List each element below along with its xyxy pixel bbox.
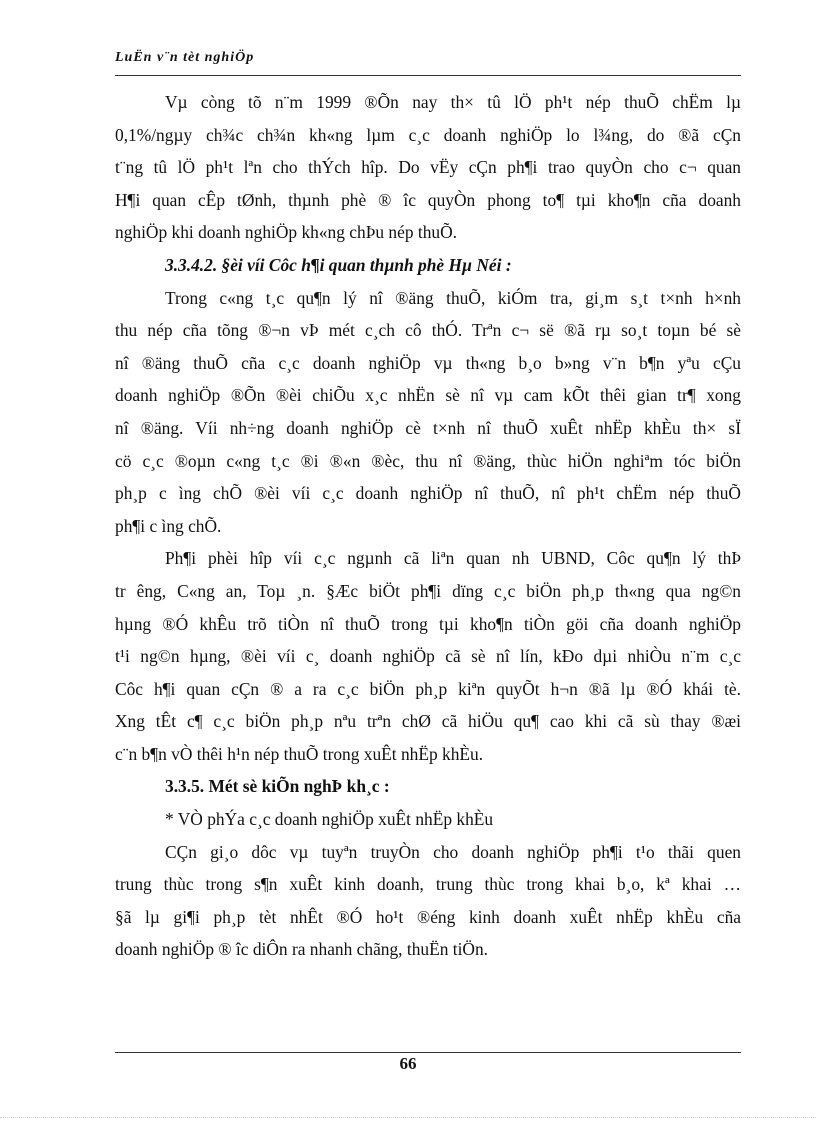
text-line: Xng tÊt c¶ c¸c biÖn ph¸p nªu trªn chØ cã hiÖu qu¶ cao khi cã sù thay ®æi (115, 711, 741, 732)
text-line: doanh nghiÖp ® îc diÔn ra nhanh chãng, thuËn tiÖn. (115, 939, 489, 960)
text-line: nî ®äng. Víi nh÷ng doanh nghiÖp cè t×nh nî thuÕ xuÊt nhËp khÈu th× sÏ (115, 417, 741, 438)
paragraph (115, 86, 741, 249)
text-line: Côc h¶i quan cÇn ® a ra c¸c biÖn ph¸p kiªn quyÕt h¬n ®ã lµ ®Ó khái tè. (115, 678, 741, 699)
paragraph (115, 836, 741, 966)
text-line: thu nép cña tõng ®¬n vÞ mét c¸ch cô thÓ. Trªn c¬ së ®ã rµ so¸t toµn bé sè (115, 320, 741, 341)
running-header: LuËn v¨n tèt nghiÖp (115, 50, 255, 65)
text-line: ph¶i c ìng chÕ. (115, 515, 222, 536)
text-line: §ã lµ gi¶i ph¸p tèt nhÊt ®Ó ho¹t ®éng kinh doanh xuÊt nhËp khÈu cña (115, 906, 741, 927)
text-line: t¹i ng©n hµng, ®èi víi c¸ doanh nghiÖp cã sè nî lín, kÐo dµi nhiÒu n¨m c¸c (115, 646, 741, 667)
page-body (115, 86, 741, 966)
text-line: Trong c«ng t¸c qu¶n lý nî ®äng thuÕ, kiÓm tra, gi¸m s¸t t×nh h×nh (165, 287, 741, 308)
text-line: doanh nghiÖp ®Õn ®èi chiÕu x¸c nhËn sè nî vµ cam kÕt thêi gian tr¶ xong (115, 385, 741, 406)
text-line: 0,1%/ngµy ch¾c ch¾n kh«ng lµm c¸c doanh nghiÖp lo l¾ng, do ®ã cÇn (115, 124, 741, 145)
section-heading: 3.3.5. Mét sè kiÕn nghÞ kh¸c : (165, 776, 390, 797)
text-line: CÇn gi¸o dôc vµ tuyªn truyÒn cho doanh nghiÖp ph¶i t¹o thãi quen (165, 841, 741, 862)
text-line: trung thùc trong s¶n xuÊt kinh doanh, trung thùc trong khai b¸o, kª khai … (115, 874, 741, 895)
text-line: H¶i quan cÊp tØnh, thµnh phè ® îc quyÒn phong to¶ tµi kho¶n cña doanh (115, 189, 741, 210)
paragraph (115, 282, 741, 543)
text-line: nghiÖp khi doanh nghiÖp kh«ng chÞu nép thuÕ. (115, 222, 457, 243)
text-line: cö c¸c ®oµn c«ng t¸c ®i ®«n ®èc, thu nî ®äng, thùc hiÖn nghiªm tóc biÖn (115, 450, 741, 471)
subsection-heading: 3.3.4.2. §èi víi Côc h¶i quan thµnh phè Hµ Néi : (165, 254, 512, 275)
text-line: t¨ng tû lÖ ph¹t lªn cho thÝch hîp. Do vËy cÇn ph¶i trao quyÒn cho c¬ quan (115, 157, 741, 178)
page-edge-divider (0, 1117, 816, 1118)
text-line: ph¸p c ìng chÕ ®èi víi c¸c doanh nghiÖp nî thuÕ, nî ph¹t chËm nép thuÕ (115, 483, 741, 504)
text-line: c¨n b¶n vÒ thêi h¹n nép thuÕ trong xuÊt nhËp khÈu. (115, 743, 484, 764)
text-line: Vµ còng tõ n¨m 1999 ®Õn nay th× tû lÖ ph¹t nép thuÕ chËm lµ (165, 92, 741, 112)
text-line: tr êng, C«ng an, Toµ ¸n. §Æc biÖt ph¶i dïng c¸c biÖn ph¸p th«ng qua ng©n (115, 580, 741, 601)
text-line: Ph¶i phèi hîp víi c¸c ngµnh cã liªn quan nh UBND, Côc qu¶n lý thÞ (165, 548, 741, 569)
text-line: hµng ®Ó khÊu trõ tiÒn nî thuÕ trong tµi kho¶n tiÒn göi cña doanh nghiÖp (115, 613, 741, 634)
text-line: nî ®äng thuÕ cña c¸c doanh nghiÖp vµ th«ng b¸o b»ng v¨n b¶n yªu cÇu (115, 352, 741, 373)
page-number: 66 (399, 1054, 417, 1073)
paragraph (115, 542, 741, 770)
footer-rule (115, 1052, 741, 1053)
header-rule (115, 75, 741, 76)
bullet-line: * VÒ phÝa c¸c doanh nghiÖp xuÊt nhËp khÈu (165, 809, 494, 830)
